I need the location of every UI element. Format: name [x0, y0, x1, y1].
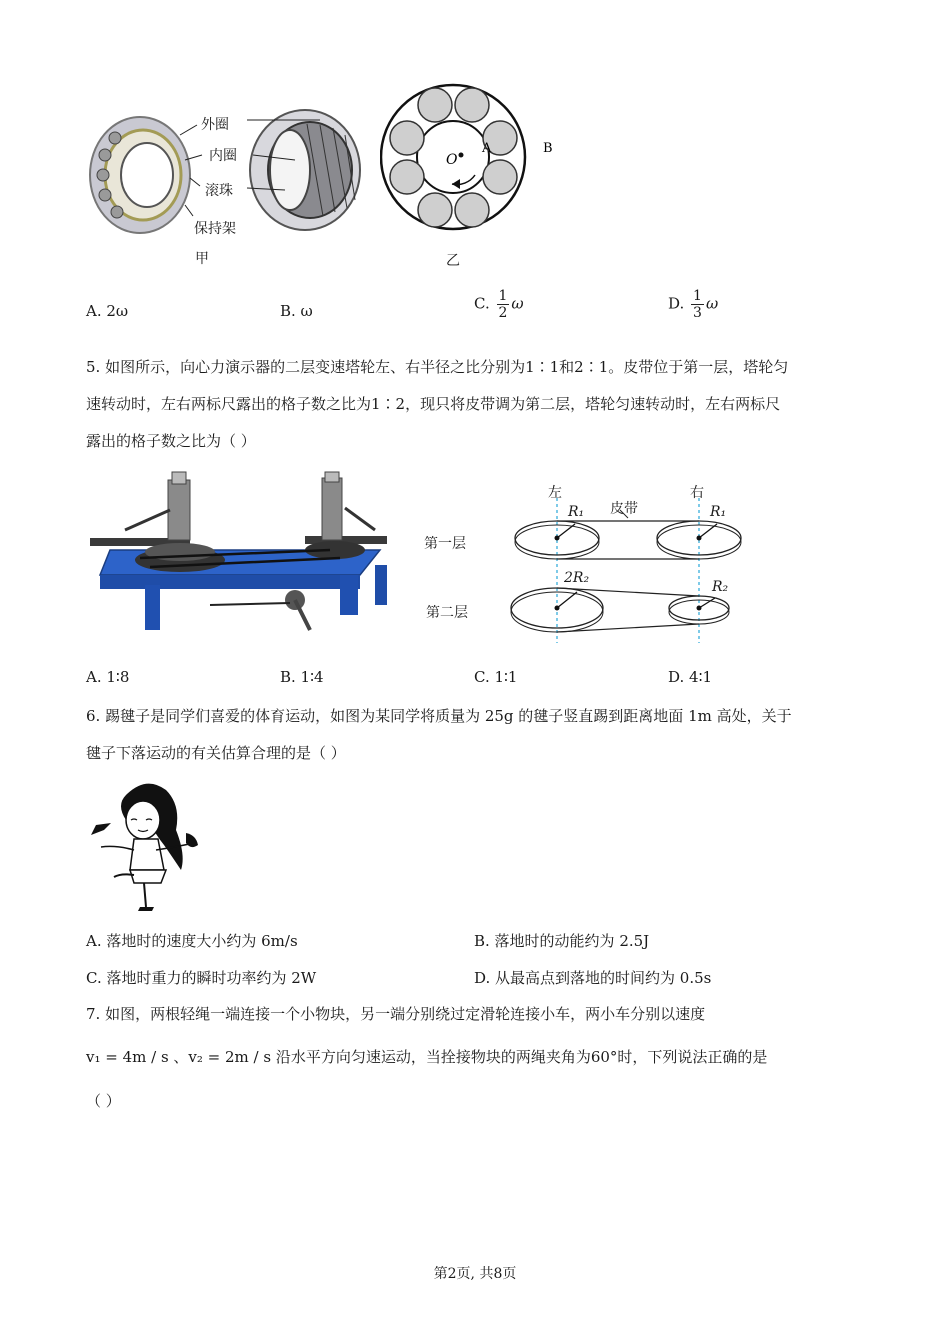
q5-option-c: C. 1∶1	[474, 668, 518, 686]
q4-option-d	[668, 288, 718, 321]
q4-option-d-fraction	[691, 288, 704, 321]
centripetal-apparatus-figure	[90, 470, 410, 645]
label-layer-1: 第一层	[424, 536, 466, 552]
bearing-cross-section	[380, 72, 570, 247]
q5-line-3: 露出的格子数之比为（ ）	[86, 432, 256, 450]
q6-line-2: 毽子下落运动的有关估算合理的是（ ）	[86, 744, 346, 762]
q4-option-d-letter: D.	[668, 294, 685, 313]
omega-symbol: ω	[511, 294, 524, 313]
caption-jia: 甲	[195, 251, 209, 267]
rotation-arrowhead	[452, 179, 460, 189]
tower-pulley-schematic	[420, 478, 760, 648]
layer1-right-radius	[699, 524, 717, 538]
point-o-label: O	[446, 152, 458, 168]
label-r1-left: R₁	[568, 504, 585, 520]
q7-line-2: v₁ = 4m / s 、v₂ = 2m / s 沿水平方向匀速运动，当拴接物块的两绳夹角为60°时，下列说法正确的是	[86, 1048, 768, 1066]
q5-line-1: 5. 如图所示，向心力演示器的二层变速塔轮左、右半径之比分别为1∶1和2∶1。皮带位于第一层，塔轮匀	[86, 358, 789, 376]
q5-line-2: 速转动时，左右两标尺露出的格子数之比为1∶2，现只将皮带调为第二层，塔轮匀速转动时，左右两标尺	[86, 395, 781, 413]
fraction-numerator: 1	[498, 288, 508, 304]
caption-yi: 乙	[446, 253, 460, 269]
q5-option-d: D. 4∶1	[668, 668, 713, 686]
q4-option-b: B. ω	[280, 302, 313, 320]
fraction-denominator: 2	[498, 305, 508, 321]
label-r2: R₂	[712, 579, 729, 595]
fraction-denominator: 3	[693, 305, 702, 321]
bearing-inner-ring	[121, 143, 173, 207]
q4-option-c-letter: C.	[474, 294, 490, 313]
label-cage: 保持架	[194, 221, 236, 237]
label-right: 右	[690, 485, 704, 501]
q6-option-d: D. 从最高点到落地的时间约为 0.5s	[474, 969, 712, 987]
q6-option-c: C. 落地时重力的瞬时功率约为 2W	[86, 969, 317, 987]
point-b-label: B	[543, 141, 553, 156]
pulley-schematic-svg	[420, 478, 760, 648]
shuttlecock-girl-illustration	[86, 775, 206, 915]
q4-option-c	[474, 288, 524, 321]
label-left: 左	[548, 485, 562, 501]
label-2r2: 2R₂	[564, 570, 590, 586]
label-r1-right: R₁	[710, 504, 727, 520]
label-layer-2: 第二层	[426, 605, 468, 621]
fraction-numerator: 1	[693, 288, 702, 304]
layer2-belt-top	[557, 588, 699, 596]
page-footer: 第2页, 共8页	[433, 1266, 517, 1282]
roller-bearing-bore	[270, 130, 310, 210]
q6-option-a: A. 落地时的速度大小约为 6m/s	[86, 932, 298, 950]
layer2-left-radius	[557, 592, 577, 608]
q4-option-c-fraction	[497, 288, 510, 321]
q5-option-a: A. 1∶8	[86, 668, 130, 686]
label-inner-ring: 内圈	[209, 148, 237, 164]
layer2-right-radius	[699, 598, 715, 608]
q7-line-1: 7. 如图，两根轻绳一端连接一个小物块，另一端分别绕过定滑轮连接小车，两小车分别以速度	[86, 1005, 706, 1023]
q4-option-a: A. 2ω	[86, 302, 129, 320]
q7-line-3: （ ）	[86, 1092, 121, 1110]
label-ball: 滚珠	[205, 183, 233, 199]
bearing-diagram-yi	[380, 72, 570, 272]
q5-option-b: B. 1∶4	[280, 668, 324, 686]
point-a-label: A	[482, 141, 492, 156]
girl-kicking-svg	[86, 775, 206, 915]
label-belt: 皮带	[610, 501, 638, 517]
omega-symbol: ω	[705, 294, 719, 313]
layer1-left-radius	[557, 524, 575, 538]
bearing-photo-figure	[85, 100, 385, 270]
label-outer-ring: 外圈	[201, 117, 229, 133]
q6-line-1: 6. 踢毽子是同学们喜爱的体育运动，如图为某同学将质量为 25g 的毽子竖直踢到距离地面 1m 高处，关于	[86, 707, 792, 725]
apparatus-illustration	[90, 470, 410, 645]
center-point	[459, 153, 464, 158]
q6-option-b: B. 落地时的动能约为 2.5J	[474, 932, 650, 950]
bearing-illustration	[85, 100, 385, 270]
